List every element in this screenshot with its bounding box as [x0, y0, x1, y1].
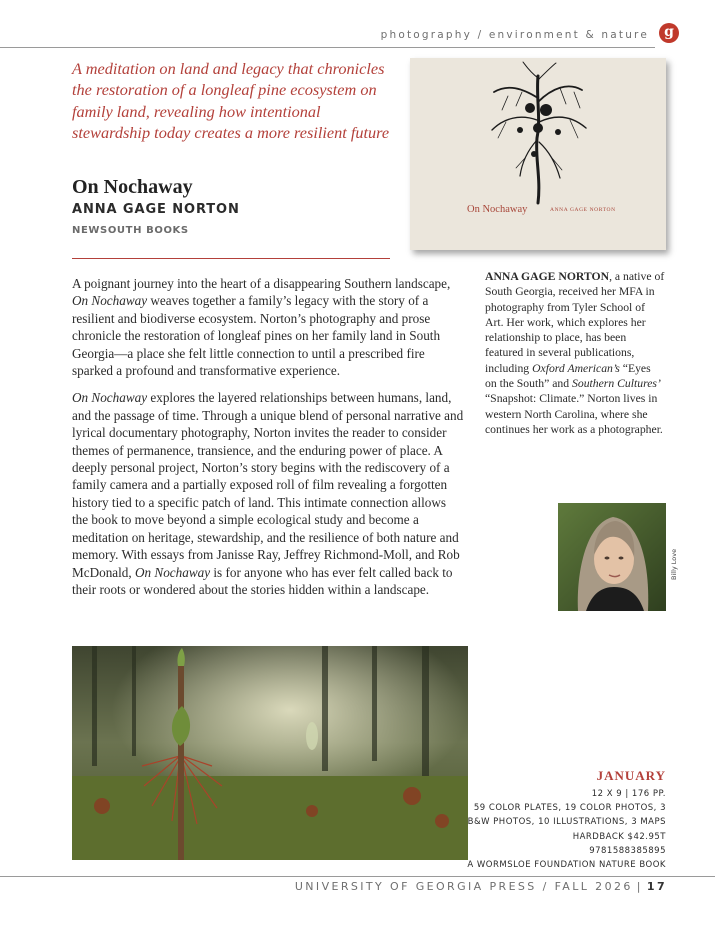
header-rule — [0, 47, 655, 48]
cover-title: On Nochaway — [467, 204, 528, 215]
spec-series: A WORMSLOE FOUNDATION NATURE BOOK — [467, 860, 666, 871]
author-portrait — [558, 503, 666, 611]
spec-illustrations-2: B&W PHOTOS, 10 ILLUSTRATIONS, 3 MAPS — [467, 817, 666, 828]
cover-artwork — [410, 58, 666, 250]
photo-credit: Billy Love — [670, 548, 678, 580]
book-description — [72, 275, 464, 608]
page-footer — [295, 880, 667, 893]
book-title: On Nochaway — [72, 176, 193, 198]
longleaf-pine-photo — [72, 646, 468, 860]
bio-author-name: ANNA GAGE NORTON — [485, 270, 610, 283]
author-bio: ANNA GAGE NORTON, a native of South Georgia, received her MFA in photography from Tyler School of Art. Her work, which explores her relationship to place, has been featured in several publications, including Oxford American’s “Eyes on the South” and Southern Cultures’ “Snapshot: Climate.” Norton lives in western North Carolina, where she continues her work as a photographer. — [485, 270, 665, 436]
release-season: JANUARY — [596, 768, 666, 783]
footer-separator: | — [636, 880, 643, 893]
book-tagline: A meditation on land and legacy that chronicles the restoration of a longleaf pine ecosystem on family land, revealing how intentional stewardship today creates a more resilient future — [72, 59, 390, 142]
book-author: ANNA GAGE NORTON — [72, 202, 240, 217]
page-number: 17 — [646, 880, 667, 893]
footer-press-season: UNIVERSITY OF GEORGIA PRESS / FALL 2026 — [294, 880, 633, 893]
description-paragraph-2: On Nochaway explores the layered relationships between humans, land, and the passage of time. Through a unique blend of personal narrative and lyrical documentary photography, Norton invites the reader to consider themes of permanence, transience, and the enduring power of place. A deeply personal project, Norton’s story begins with the rediscovery of a family camera and a partially exposed roll of film revealing a forgotten history tied to a specific patch of land. This intimate connection allows the book to move beyond a simple ecological study and become a meditation on heritage, stewardship, and the resilience of both nature and memory. With essays from Janisse Ray, Jeffrey Richmond-Moll, and Rob McDonald, On Nochaway is for anyone who has ever felt called back to their roots or wondered about the stories hidden within a landscape. — [72, 390, 464, 597]
spec-illustrations-1: 59 COLOR PLATES, 19 COLOR PHOTOS, 3 — [473, 803, 666, 814]
spec-isbn: 9781588385895 — [589, 845, 666, 856]
press-logo-icon: g — [659, 23, 679, 43]
footer-rule — [0, 876, 715, 877]
cover-author: ANNA GAGE NORTON — [550, 207, 616, 213]
page-header — [0, 20, 715, 48]
book-publisher: NEWSOUTH BOOKS — [72, 225, 189, 236]
description-paragraph-1: A poignant journey into the heart of a disappearing Southern landscape, On Nochaway weaves together a family’s legacy with the story of a resilient and biodiverse ecosystem. Norton’s photography and prose chronicle the restoration of longleaf pines on her family land in South Georgia—a place she felt little connection to until a prescribed fire sparked a profound and transformative experience. — [72, 276, 451, 379]
section-divider — [72, 258, 390, 259]
spec-trim-pages: 12 X 9 | 176 PP. — [591, 789, 666, 799]
spec-price: HARDBACK $42.95T — [572, 831, 666, 842]
book-cover-image — [410, 58, 666, 250]
book-specs — [436, 768, 666, 872]
category-label: photography / environment & nature — [380, 29, 649, 41]
